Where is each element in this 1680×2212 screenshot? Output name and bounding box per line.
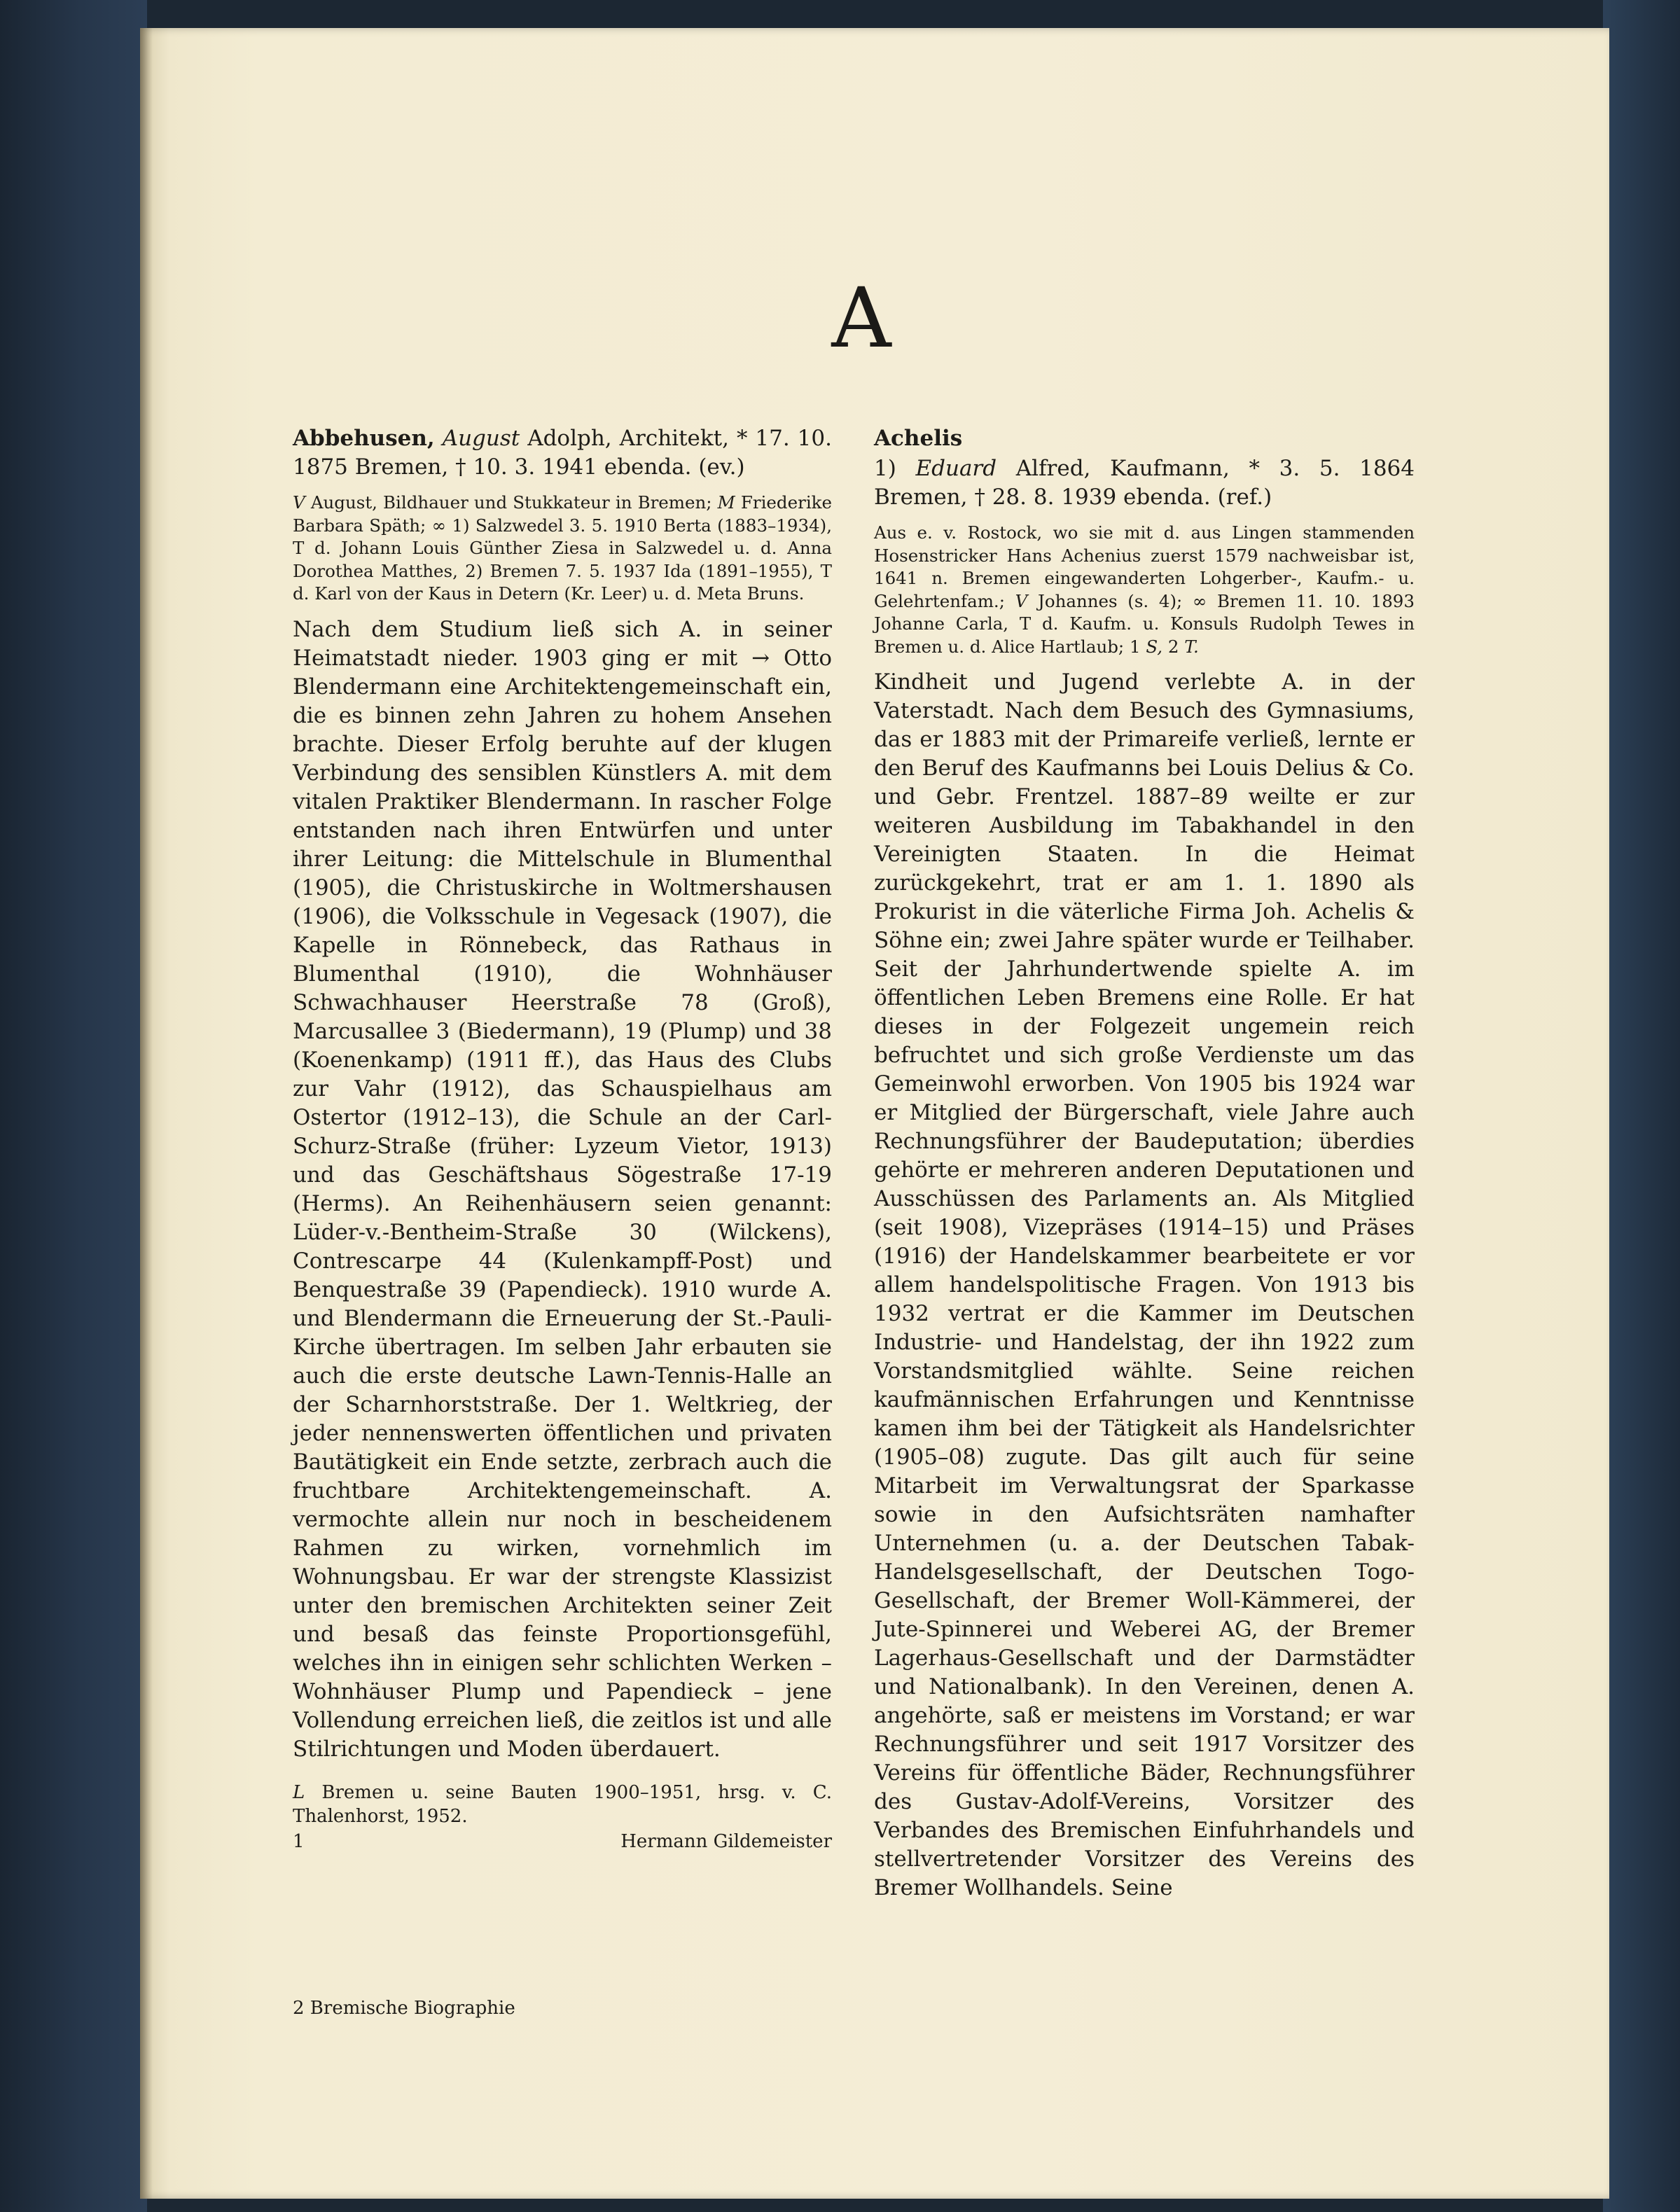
author-name: Hermann Gildemeister xyxy=(620,1830,832,1852)
section-letter: A xyxy=(831,270,891,366)
literature-text: Bremen u. seine Bauten 1900–1951, hrsg. v. C. Thalenhorst, 1952. xyxy=(293,1781,833,1827)
entry-given-name: Eduard xyxy=(915,456,997,481)
book-cover-left xyxy=(0,0,147,2212)
entry-body-text: Nach dem Studium ließ sich A. in seiner Heimatstadt nieder. 1903 ging er mit → Otto Blendermann eine Architektengemeinschaft ein, die es binnen zehn Jahren zu hohem Ansehen brachte. Dieser Erfolg beruhte auf der klugen Verbindung des sensiblen Künstlers A. mit dem vitalen Praktiker Blendermann. In rascher Folge entstanden nach ihren Entwürfen und unter ihrer Leitung: die Mittelschule in Blumenthal (1905), die Christuskirche in Woltmershausen (1906), die Volksschule in Vegesack (1907), die Kapelle in Rönnebeck, das Rathaus in Blumenthal (1910), die Wohnhäuser Schwachhauser Heerstraße 78 (Groß), Marcusallee 3 (Biedermann), 19 (Plump) und 38 (Koenenkamp) (1911 ff.), das Haus des Clubs zur Vahr (1912), das Schauspielhaus am Ostertor (1912–13), die Schule an der Carl-Schurz-Straße (früher: Lyzeum Vietor, 1913) und das Geschäftshaus Sögestraße 17-19 (Herms). An Reihenhäusern seien genannt: Lüder-v.-Bentheim-Straße 30 (Wilckens), Contrescarpe 44 (Kulenkampff-Post) und Benquestraße 39 (Papendieck). 1910 wurde A. und Blendermann die Erneuerung der St.-Pauli-Kirche übertragen. Im selben Jahr erbauten sie auch die erste deutsche Lawn-Tennis-Halle an der Scharnhorststraße. Der 1. Weltkrieg, der jeder nennenswerten öffentlichen und privaten Bautätigkeit ein Ende setzte, zerbrach auch die fruchtbare Architektengemeinschaft. A. vermochte allein nur noch in bescheidenem Rahmen zu wirken, vornehmlich im Wohnungsbau. Er war der strengste Klassizist unter den bremischen Architekten seiner Zeit und besaß das feinste Proportionsgefühl, welches ihn in einigen sehr schlichten Werken – Wohnhäuser Plump und Papendieck – jene Vollendung erreichen ließ, die zeitlos ist und alle Stilrichtungen und Moden überdauert. xyxy=(293,616,832,1762)
sons-label: S, xyxy=(1146,636,1163,657)
column-right xyxy=(874,424,1415,1903)
page-footer: 2 Bremische Biographie xyxy=(293,1998,515,2019)
author-line xyxy=(293,1830,832,1853)
page-gutter-shadow xyxy=(140,28,153,2199)
entry-given-name: August xyxy=(442,426,520,451)
literature-number: 1 xyxy=(293,1830,305,1852)
entry-genealogy xyxy=(293,492,832,606)
entry-achelis-heading xyxy=(874,454,1415,512)
entry-surname: Achelis xyxy=(874,426,963,451)
column-left xyxy=(293,424,832,1853)
daughters-label: T. xyxy=(1184,636,1199,657)
book-cover-right xyxy=(1603,0,1680,2212)
father-label: V xyxy=(1015,590,1028,611)
father-label: V xyxy=(293,492,305,513)
entry-head-details: Alfred, Kaufmann, * 3. 5. 1864 Bremen, † 28. 8. 1939 ebenda. (ref.) xyxy=(874,456,1415,510)
origin-text: Aus e. v. Rostock, wo sie mit d. aus Lingen stammenden Hosenstricker Hans Achenius zuerst 1579 nachweisbar ist, 1641 n. Bremen eingewanderten Lohgerber-, Kaufm.- u. Gelehrtenfam.; xyxy=(874,522,1415,611)
entry-surname: Abbehusen, xyxy=(293,426,435,451)
daughters-count: 2 xyxy=(1167,636,1179,657)
entry-body-text: Kindheit und Jugend verlebte A. in der Vaterstadt. Nach dem Besuch des Gymnasiums, das er 1883 mit der Primareife verließ, lernte er den Beruf des Kaufmanns bei Louis Delius & Co. und Gebr. Frentzel. 1887–89 weilte er zur weiteren Ausbildung im Tabakhandel in den Vereinigten Staaten. In die Heimat zurückgekehrt, trat er am 1. 1. 1890 als Prokurist in die väterliche Firma Joh. Achelis & Söhne ein; zwei Jahre später wurde er Teilhaber. Seit der Jahrhundertwende spielte A. im öffentlichen Leben Bremens eine Rolle. Er hat dieses in der Folgezeit ungemein reich befruchtet und sich große Verdienste um das Gemeinwohl erworben. Von 1905 bis 1924 war er Mitglied der Bürgerschaft, viele Jahre auch Rechnungsführer der Baudeputation; überdies gehörte er mehreren anderen Deputationen und Ausschüssen des Parlaments an. Als Mitglied (seit 1908), Vizepräses (1914–15) und Präses (1916) der Handelskammer bearbeitete er vor allem handelspolitische Fragen. Von 1913 bis 1932 vertrat er die Kammer im Deutschen Industrie- und Handelstag, der ihn 1922 zum Vorstandsmitglied wählte. Seine reichen kaufmännischen Erfahrungen und Kenntnisse kamen ihm bei der Tätigkeit als Handelsrichter (1905–08) zugute. Das gilt auch für seine Mitarbeit im Verwaltungsrat der Sparkasse sowie in den Aufsichtsräten namhafter Unternehmen (u. a. der Deutschen Tabak-Handelsgesellschaft, der Deutschen Togo-Gesellschaft, der Bremer Woll-Kämmerei, der Jute-Spinnerei und Weberei AG, der Bremer Lagerhaus-Gesellschaft und der Darmstädter und Nationalbank). In den Vereinen, denen A. angehörte, saß er meistens im Vorstand; er war Rechnungsführer und seit 1917 Vorsitzer des Vereins für öffentliche Bäder, Rechnungsführer des Gustav-Adolf-Vereins, Vorsitzer des Verbandes des Bremischen Einfuhrhandels und stellvertretender Vorsitzer des Vereins des Bremer Wollhandels. Seine xyxy=(874,669,1415,1900)
entry-achelis-surname xyxy=(874,424,1415,453)
mother-label: M xyxy=(717,492,735,513)
father-marriage-text: Johannes (s. 4); ∞ Bremen 11. 10. 1893 Johanne Carla, T d. Kaufm. u. Konsuls Rudolph Tewes in Bremen u. d. Alice Hartlaub; 1 xyxy=(874,590,1415,657)
literature-reference xyxy=(293,1781,832,1828)
mother-text: Friederike Barbara Späth; ∞ 1) Salzwedel 3. 5. 1910 Berta (1883–1934), T d. Johann Louis Günther Ziesa in Salzwedel u. d. Anna Dorothea Matthes, 2) Bremen 7. 5. 1937 Ida (1891–1955), T d. Karl von der Kaus in Detern (Kr. Leer) u. d. Meta Bruns. xyxy=(293,492,832,604)
entry-abbehusen-heading xyxy=(293,424,832,482)
father-text: August, Bildhauer und Stukkateur in Bremen; xyxy=(310,492,712,513)
entry-sub-number: 1) xyxy=(874,456,896,481)
entry-head-details: Adolph, Architekt, * 17. 10. 1875 Bremen, † 10. 3. 1941 ebenda. (ev.) xyxy=(293,426,832,480)
entry-genealogy xyxy=(874,522,1415,658)
literature-label: L xyxy=(293,1781,305,1803)
